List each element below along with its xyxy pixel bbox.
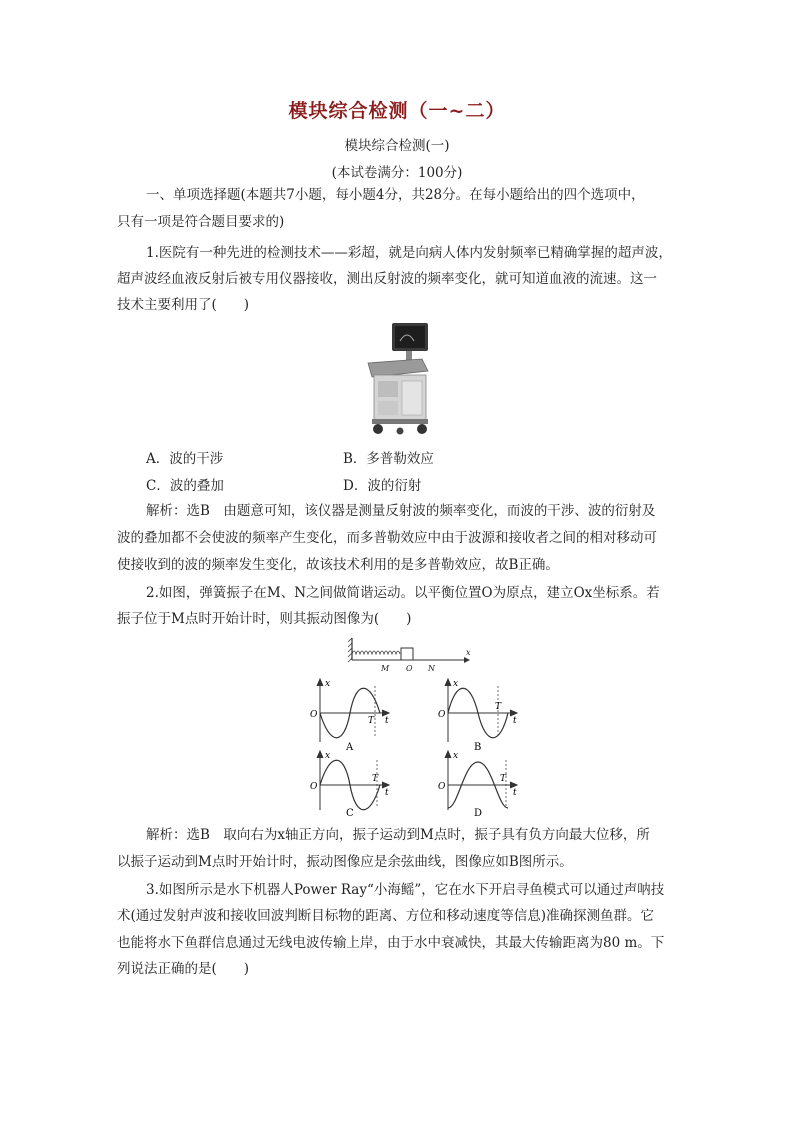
label-x: x (466, 648, 471, 657)
graph-c[interactable] (300, 748, 395, 826)
svg-text:t: t (513, 716, 517, 726)
graph-b[interactable] (428, 676, 523, 754)
q2-analysis-line-1: 解析：选B 取向右为x轴正方向，振子运动到M点时，振子具有负方向最大位移，所 (146, 827, 650, 843)
label-n: N (428, 664, 435, 673)
label-m: M (381, 664, 390, 673)
q1-option-b[interactable]: B．多普勒效应 (343, 451, 434, 467)
svg-text:x: x (453, 679, 459, 689)
page-title: 模块综合检测（一~二） (288, 100, 506, 122)
oscillator-block (401, 648, 413, 660)
q3-stem-line-1: 3.如图所示是水下机器人Power Ray“小海鳐”，它在水下开启寻鱼模式可以通过声呐技 (146, 882, 665, 898)
q1-stem-line-3: 技术主要利用了( ) (117, 297, 250, 313)
graph-d-label: D (474, 808, 483, 819)
graph-a-label: A (346, 742, 354, 753)
svg-text:O: O (438, 710, 446, 720)
q1-option-d[interactable]: D．波的衍射 (343, 478, 422, 494)
label-o: O (406, 664, 413, 673)
section-heading-line-2: 只有一项是符合题目要求的) (117, 214, 285, 230)
svg-text:T: T (372, 774, 379, 784)
q1-analysis-line-1: 解析：选B 由题意可知，该仪器是测量反射波的频率变化，而波的干涉、波的衍射及 (146, 503, 656, 519)
q3-stem-line-3: 也能将水下鱼群信息通过无线电波传输上岸，由于水中衰减快，其最大传输距离为80 m。下 (117, 935, 665, 951)
svg-text:T: T (500, 774, 507, 784)
graph-b-label: B (474, 742, 482, 753)
graph-a[interactable] (300, 676, 395, 754)
q1-stem-line-1: 1.医院有一种先进的检测技术——彩超，就是向病人体内发射频率已精确掌握的超声波， (146, 245, 672, 261)
subtitle: 模块综合检测(一) (344, 138, 450, 154)
score-note: (本试卷满分：100分) (331, 165, 463, 181)
ultrasound-machine-image (362, 319, 438, 437)
svg-text:t: t (513, 788, 517, 798)
q3-stem-line-2: 术(通过发射声波和接收回波判断目标物的距离、方位和移动速度等信息)准确探测鱼群。它 (117, 908, 655, 924)
svg-text:x: x (453, 751, 459, 761)
svg-text:t: t (385, 788, 389, 798)
q1-analysis-line-3: 使接收到的波的频率发生变化，故该技术利用的是多普勒效应，故B正确。 (117, 557, 559, 573)
svg-text:O: O (438, 782, 446, 792)
svg-text:x: x (325, 751, 331, 761)
svg-text:O: O (310, 782, 318, 792)
svg-text:T: T (368, 716, 375, 726)
q2-analysis-line-2: 以振子运动到M点时开始计时，振动图像应是余弦曲线，图像应如B图所示。 (117, 854, 573, 870)
q1-stem-line-2: 超声波经血液反射后被专用仪器接收，测出反射波的频率变化，就可知道血液的流速。这一 (117, 271, 657, 287)
svg-text:O: O (310, 710, 318, 720)
q1-option-a[interactable]: A．波的干涉 (146, 451, 224, 467)
q3-stem-line-4: 列说法正确的是( ) (117, 961, 250, 977)
svg-text:T: T (495, 702, 502, 712)
graph-d[interactable] (428, 748, 523, 826)
q1-option-c[interactable]: C．波的叠加 (146, 478, 224, 494)
graph-c-label: C (346, 808, 354, 819)
q2-stem-line-2: 振子位于M点时开始计时，则其振动图像为( ) (117, 611, 412, 627)
section-heading-line-1: 一、单项选择题(本题共7小题，每小题4分，共28分。在每小题给出的四个选项中， (146, 187, 645, 203)
q2-stem-line-1: 2.如图，弹簧振子在M、N之间做简谐运动。以平衡位置O为原点，建立Ox坐标系。若 (146, 585, 660, 601)
spring-oscillator-diagram (346, 634, 476, 674)
q1-analysis-line-2: 波的叠加都不会使波的频率产生变化，而多普勒效应中由于波源和接收者之间的相对移动可 (117, 530, 657, 546)
svg-text:x: x (325, 679, 331, 689)
spring-coil (352, 651, 400, 654)
svg-text:t: t (385, 716, 389, 726)
